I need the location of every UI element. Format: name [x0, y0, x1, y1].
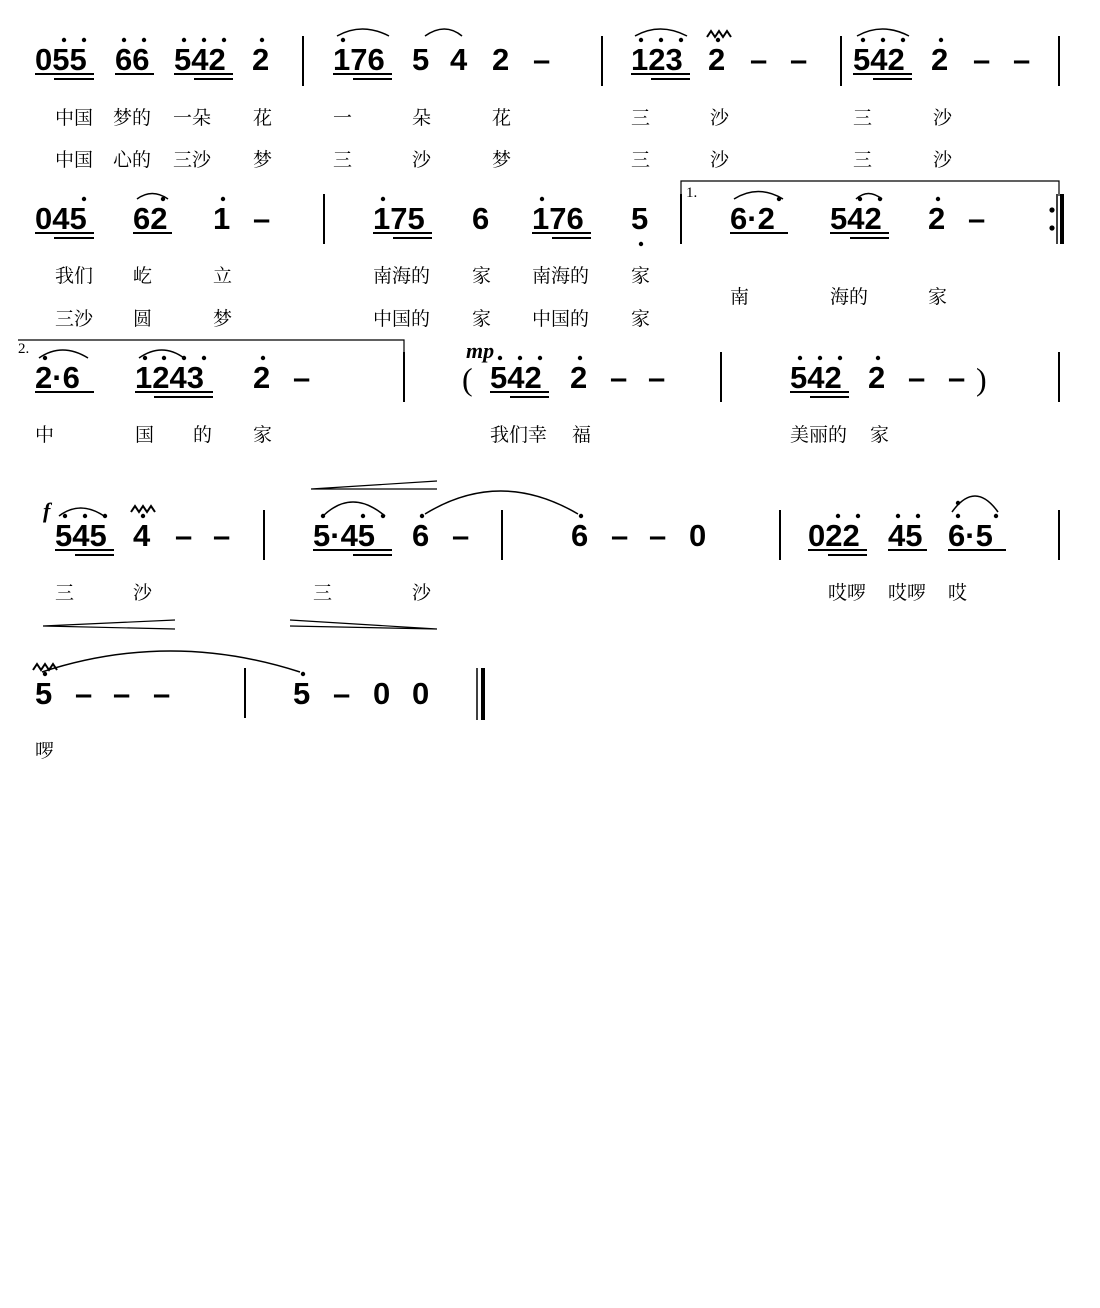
lyric-51: 哎啰 — [828, 582, 867, 604]
note-57: – — [113, 676, 131, 711]
volta-2-label: 2. — [18, 341, 30, 357]
final-barline — [477, 668, 483, 720]
note-38: 2 — [868, 360, 886, 395]
note-58: – — [153, 676, 171, 711]
note-30: 1243 — [135, 360, 204, 395]
note-25: 6·2 — [730, 201, 775, 236]
note-31: 2 — [253, 360, 271, 395]
lyric-8: 沙 — [710, 107, 730, 129]
note-32: – — [293, 360, 311, 395]
volta-2-bracket — [18, 340, 404, 352]
note-34: 2 — [570, 360, 588, 395]
note-52: 022 — [808, 518, 860, 553]
volta-1-label: 1. — [686, 185, 698, 201]
lyric-28: 家 — [631, 265, 651, 287]
lyric-24: 立 — [213, 265, 233, 287]
note-59: 5 — [293, 676, 311, 711]
note-2: 542 — [174, 42, 226, 77]
lyric-26: 家 — [472, 265, 492, 287]
note-7: 2 — [492, 42, 510, 77]
lyric-11: 中国 — [55, 149, 94, 171]
note-22: 6 — [472, 201, 490, 236]
note-36: – — [648, 360, 666, 395]
lyric-27: 南海的 — [532, 265, 590, 287]
lyric-33: 家 — [472, 308, 492, 330]
lyric-13: 三沙 — [173, 149, 212, 171]
note-24: 5 — [631, 201, 649, 236]
note-9: 123 — [631, 42, 683, 77]
repeat-dot — [1049, 207, 1054, 212]
lyric-3: 花 — [253, 107, 273, 129]
note-17: 045 — [35, 201, 87, 236]
note-16: – — [1013, 42, 1031, 77]
lyric-34: 中国的 — [532, 308, 590, 330]
note-35: – — [610, 360, 628, 395]
note-41: 545 — [55, 518, 107, 553]
octave-dots — [43, 38, 998, 676]
lyric-43: 我们幸 — [490, 424, 548, 446]
lyric-10: 沙 — [933, 107, 953, 129]
note-27: 2 — [928, 201, 946, 236]
lyric-0: 中国 — [55, 107, 94, 129]
lyric-49: 三 — [313, 582, 333, 604]
lyric-5: 朵 — [412, 107, 432, 129]
note-44: – — [213, 518, 231, 553]
lyric-31: 梦 — [213, 308, 233, 330]
lyric-14: 梦 — [253, 149, 273, 171]
lyric-46: 家 — [870, 424, 890, 446]
lyric-35: 家 — [631, 308, 651, 330]
lyric-20: 三 — [853, 149, 873, 171]
note-54: 6·5 — [948, 518, 993, 553]
lyric-41: 的 — [193, 424, 213, 446]
lyric-2: 一朵 — [173, 107, 212, 129]
lyric-18: 三 — [631, 149, 651, 171]
lyric-22: 我们 — [55, 265, 94, 287]
lyric-30: 圆 — [133, 308, 153, 330]
note-46: 6 — [412, 518, 430, 553]
repeat-barline — [1049, 194, 1062, 244]
lyric-50: 沙 — [412, 582, 432, 604]
lyric-23: 屹 — [133, 265, 153, 287]
paren-close: ) — [976, 361, 987, 397]
note-13: 542 — [853, 42, 905, 77]
lyric-54: 啰 — [35, 740, 55, 762]
note-12: – — [790, 42, 808, 77]
lyric-39: 中 — [35, 424, 55, 446]
note-60: – — [333, 676, 351, 711]
note-53: 45 — [888, 518, 923, 553]
lyric-42: 家 — [253, 424, 273, 446]
lyric-12: 心的 — [113, 149, 152, 171]
lyric-16: 沙 — [412, 149, 432, 171]
dynamic-f: f — [43, 498, 51, 523]
note-4: 176 — [333, 42, 385, 77]
note-33: 542 — [490, 360, 542, 395]
note-45: 5·45 — [313, 518, 376, 553]
lyric-6: 花 — [492, 107, 512, 129]
note-28: – — [968, 201, 986, 236]
lyric-29: 三沙 — [55, 308, 94, 330]
note-10: 2 — [708, 42, 726, 77]
note-8: – — [533, 42, 551, 77]
lyric-19: 沙 — [710, 149, 730, 171]
lyric-7: 三 — [631, 107, 651, 129]
notes-layer — [35, 42, 1030, 711]
repeat-dot — [1049, 225, 1054, 230]
note-14: 2 — [931, 42, 949, 77]
dynamic-mp: mp — [466, 338, 495, 363]
note-5: 5 — [412, 42, 430, 77]
lyric-17: 梦 — [492, 149, 512, 171]
note-43: – — [175, 518, 193, 553]
note-56: – — [75, 676, 93, 711]
lyric-1: 梦的 — [113, 107, 152, 129]
note-6: 4 — [450, 42, 468, 77]
note-19: 1 — [213, 201, 231, 236]
note-0: 055 — [35, 42, 87, 77]
lyric-47: 三 — [55, 582, 75, 604]
lyrics-layer — [35, 107, 967, 762]
note-62: 0 — [412, 676, 430, 711]
note-23: 176 — [532, 201, 584, 236]
note-55: 5 — [35, 676, 53, 711]
lyric-45: 美丽的 — [790, 424, 848, 446]
lyric-40: 国 — [135, 424, 155, 446]
note-37: 542 — [790, 360, 842, 395]
lyric-21: 沙 — [933, 149, 953, 171]
note-61: 0 — [373, 676, 391, 711]
note-50: – — [649, 518, 667, 553]
lyric-52: 哎啰 — [888, 582, 927, 604]
beams — [35, 74, 1006, 555]
note-21: 175 — [373, 201, 425, 236]
note-48: 6 — [571, 518, 589, 553]
note-42: 4 — [133, 518, 151, 553]
lyric-53: 哎 — [948, 582, 968, 604]
note-18: 62 — [133, 201, 168, 236]
lyric-36: 南 — [730, 286, 750, 308]
note-29: 2·6 — [35, 360, 80, 395]
note-49: – — [611, 518, 629, 553]
note-20: – — [253, 201, 271, 236]
note-47: – — [452, 518, 470, 553]
note-40: – — [948, 360, 966, 395]
note-11: – — [750, 42, 768, 77]
lyric-9: 三 — [853, 107, 873, 129]
paren-open: ( — [462, 361, 473, 397]
note-15: – — [973, 42, 991, 77]
lyric-25: 南海的 — [373, 265, 431, 287]
lyric-44: 福 — [572, 424, 592, 446]
note-1: 66 — [115, 42, 150, 77]
fermata-dot — [956, 501, 960, 505]
lyric-4: 一 — [333, 107, 353, 129]
lyric-15: 三 — [333, 149, 353, 171]
note-51: 0 — [689, 518, 707, 553]
lyric-48: 沙 — [133, 582, 153, 604]
note-39: – — [908, 360, 926, 395]
note-26: 542 — [830, 201, 882, 236]
note-3: 2 — [252, 42, 270, 77]
lyric-38: 家 — [928, 286, 948, 308]
lyric-37: 海的 — [830, 286, 869, 308]
lyric-32: 中国的 — [373, 308, 431, 330]
